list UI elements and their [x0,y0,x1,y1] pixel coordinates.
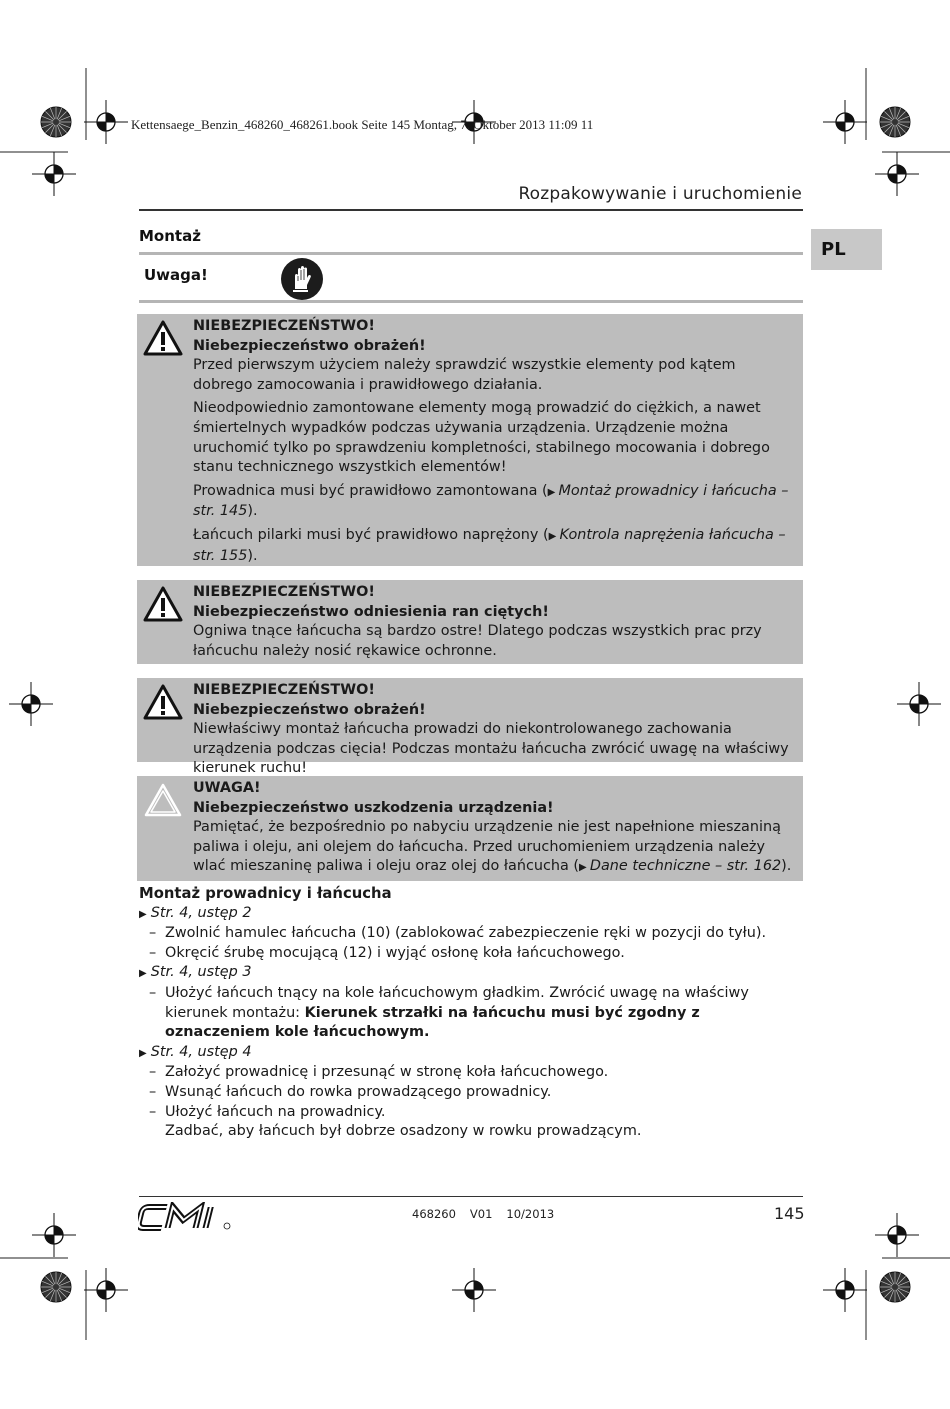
danger-subtitle: Niebezpieczeństwo obrażeń! [193,701,426,718]
footer-article-info: 468260 V01 10/2013 [412,1207,555,1221]
section-title: Rozpakowywanie i uruchomienie [518,184,802,204]
language-tab: PL [811,229,882,270]
warning-triangle-icon [143,586,183,622]
caution-subtitle: Niebezpieczeństwo uszkodzenia urządzenia! [193,799,554,816]
caution-text: Pamiętać, że bezpośrednio po nabyciu urządzenie nie jest napełnione mieszaniną paliwa i oleju, ani olejem do łańcucha. Przed uruchomieniem urządzenia należy wlać mieszaninę paliwa i oleju oraz olej do łańcucha (▶ Dane techniczne – str. 162). [193,819,792,875]
arrow-right-icon: ▶ [139,908,147,920]
caution-box-device-damage [137,776,803,881]
instruction-item: – Ułożyć łańcuch na prowadnicy. Zadbać, aby łańcuch był dobrze osadzony w rowku prowadzącym. [139,1103,803,1142]
danger-title: NIEBEZPIECZEŃSTWO! [193,318,375,334]
instruction-item: – Zwolnić hamulec łańcucha (10) (zablokować zabezpieczenie ręki w pozycji do tyłu). [139,924,803,944]
arrow-right-icon: ▶ [139,1047,147,1059]
arrow-right-icon: ▶ [139,968,147,980]
montaz-rule [139,252,803,255]
step-reference: ▶ Str. 4, ustęp 4 [139,1043,252,1060]
caution-triangle-outline-icon [143,782,183,818]
protective-gloves-icon [281,258,323,300]
cmi-logo [138,1202,234,1232]
instruction-item: – Ułożyć łańcuch tnący na kole łańcuchowym gładkim. Zwrócić uwagę na właściwy kierunek montażu: Kierunek strzałki na łańcuchu musi być zgodny z oznaczeniem kole łańcuchowym. [139,984,803,1043]
danger-reference-text: Łańcuch pilarki musi być prawidłowo naprężony (▶ Kontrola naprężenia łańcucha – str. 155). [193,526,786,564]
montaz-heading: Montaż [139,227,201,245]
danger-box-injury [137,314,803,566]
cross-ref-arrow-icon: ▶ [548,530,560,542]
cross-ref-arrow-icon: ▶ [579,862,590,874]
danger-text: Nieodpowiednio zamontowane elementy mogą prowadzić do ciężkich, a nawet śmiertelnych wypadków podczas używania urządzenia. Urządzenie można uruchomić tylko po sprawdzeniu kompletności, stabilnego mocowania i dobrego stanu technicznego wszystkich elementów! [193,400,770,476]
step-reference: ▶ Str. 4, ustęp 3 [139,964,252,981]
section-title-rule [139,209,803,211]
footer-rule [139,1196,803,1197]
danger-title: NIEBEZPIECZEŃSTWO! [193,682,375,698]
danger-text: Ogniwa tnące łańcucha są bardzo ostre! Dlatego podczas wszystkich prac przy łańcuchu należy nosić rękawice ochronne. [193,623,762,659]
cross-reference-link[interactable]: Montaż prowadnicy i łańcucha – str. 145 [193,482,789,520]
assembly-heading: Montaż prowadnicy i łańcucha [139,885,392,902]
step-reference: ▶ Str. 4, ustęp 2 [139,904,252,921]
danger-title: NIEBEZPIECZEŃSTWO! [193,584,375,600]
danger-subtitle: Niebezpieczeństwo odniesienia ran ciętych! [193,603,549,620]
cross-ref-arrow-icon: ▶ [547,486,559,498]
cross-reference-link[interactable]: Kontrola naprężenia łańcucha – str. 155 [193,526,786,564]
danger-text: Przed pierwszym użyciem należy sprawdzić wszystkie elementy pod kątem dobrego zamocowania i prawidłowego działania. [193,357,736,393]
danger-text: Niewłaściwy montaż łańcucha prowadzi do niekontrolowanego zachowania urządzenia podczas cięcia! Podczas montażu łańcucha zwrócić uwagę na właściwy kierunek ruchu! [193,721,789,777]
danger-reference-text: Prowadnica musi być prawidłowo zamontowana (▶ Montaż prowadnicy i łańcucha – str. 145). [193,482,789,520]
cross-reference-link[interactable]: Dane techniczne – str. 162 [589,858,782,875]
instruction-item: – Wsunąć łańcuch do rowka prowadzącego prowadnicy. [139,1083,803,1103]
assembly-instructions [139,884,803,1142]
uwaga-label: Uwaga! [144,266,208,284]
print-slug: Kettensaege_Benzin_468260_468261.book Seite 145 Montag, 7. Oktober 2013 11:09 11 [131,117,594,132]
danger-box-chain-mounting [137,678,803,777]
page-number: 145 [774,1204,805,1223]
danger-box-cuts [137,580,803,664]
uwaga-rule [139,300,803,303]
warning-triangle-icon [143,320,183,356]
instruction-item: – Okręcić śrubę mocującą (12) i wyjąć osłonę koła łańcuchowego. [139,944,803,964]
danger-subtitle: Niebezpieczeństwo obrażeń! [193,337,426,354]
instruction-item: – Założyć prowadnicę i przesunąć w stronę koła łańcuchowego. [139,1063,803,1083]
caution-title: UWAGA! [193,780,261,796]
warning-triangle-icon [143,684,183,720]
